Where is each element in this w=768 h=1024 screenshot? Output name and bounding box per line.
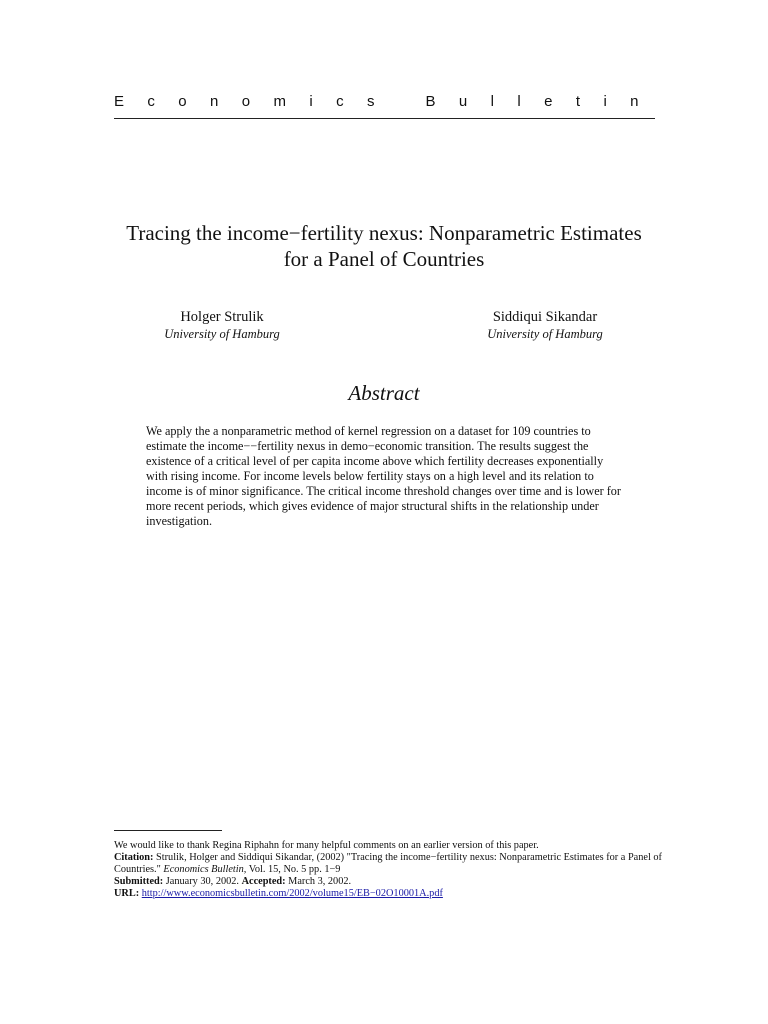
url-note [114,888,674,900]
citation-text: Strulik, Holger and Siddiqui Sikandar, (2002) "Tracing the income−fertility nexus: Nonparametric Estimates for a Panel of Countries." [114,852,662,875]
journal-header [114,92,662,119]
author-affiliation-2: University of Hamburg [487,327,603,341]
paper-url-link[interactable]: http://www.economicsbulletin.com/2002/volume15/EB−02O10001A.pdf [141,888,443,899]
abstract-text: We apply the a nonparametric method of kernel regression on a dataset for 109 countries to estimate the income−−fertility nexus in demo−economic transition. The results suggest the existence of a critical level of per capita income above which fertility decreases exponentially with rising income. For income levels below fertility stays on a high level and its relation to income is of minor significance. The critical income threshold changes over time and is lower for more recent periods, which gives evidence of major structural shifts in the relationship under investigation. [146,424,621,528]
footnote-divider [114,830,222,831]
author-name-2: Siddiqui Sikandar [492,309,598,325]
accepted-label: Accepted: [241,876,286,887]
accepted-date: March 3, 2002. [285,876,352,887]
citation-volume: Vol. 15, No. 5 pp. 1−9 [246,864,341,875]
dates-note [114,876,674,888]
journal-name: Economics Bulletin [114,93,662,110]
author-block-1 [112,308,332,342]
footnotes [114,840,674,900]
paper-title-line-1: Tracing the income−fertility nexus: Nonparametric Estimates [126,221,642,245]
author-name-1: Holger Strulik [180,309,264,325]
author-block-2 [435,308,655,342]
citation-note [114,852,674,876]
paper-title-line-2: for a Panel of Countries [283,247,485,271]
submitted-label: Submitted: [114,876,164,887]
abstract-heading: Abstract [348,381,420,405]
url-label: URL: [114,888,140,899]
author-affiliation-1: University of Hamburg [164,327,280,341]
acknowledgement-note: We would like to thank Regina Riphahn for many helpful comments on an earlier version of this paper. [114,840,539,851]
citation-journal: Economics Bulletin, [163,864,247,875]
paper-title [80,220,688,272]
submitted-date: January 30, 2002. [163,876,242,887]
citation-label: Citation: [114,852,154,863]
